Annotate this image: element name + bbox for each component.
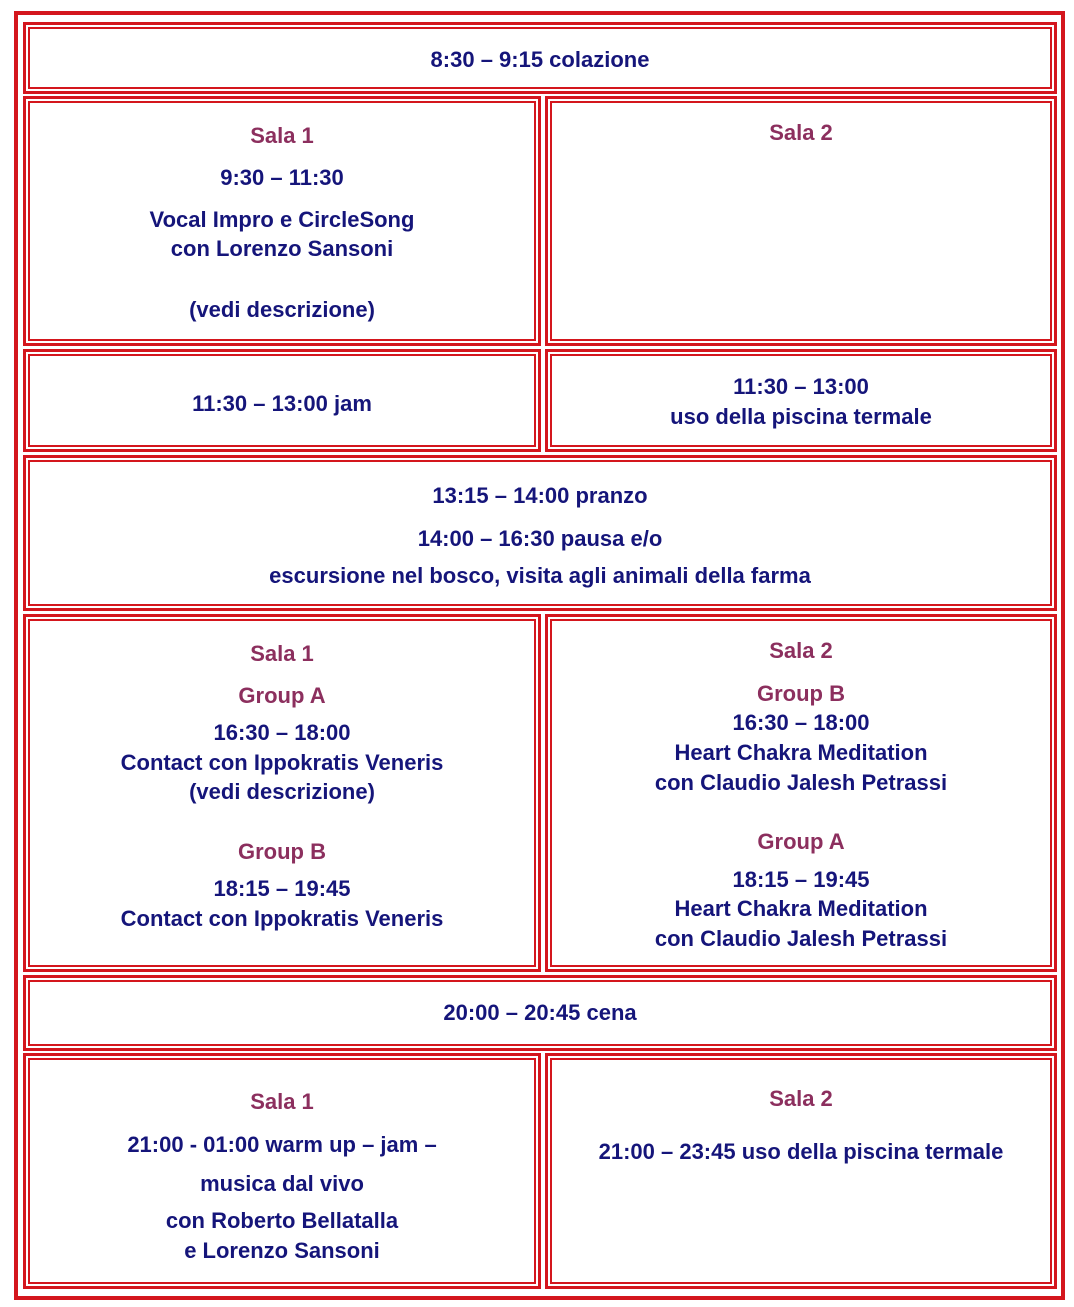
morning-sala1-cell (23, 96, 541, 346)
evening-sala1-cell (23, 1053, 541, 1289)
sala-label: Sala 2 (769, 120, 833, 145)
session-host: con Claudio Jalesh Petrassi (654, 926, 948, 951)
session-time: 16:30 – 18:00 (213, 720, 351, 745)
description-note: (vedi descrizione) (189, 297, 375, 322)
sala-label: Sala 1 (250, 1089, 314, 1114)
dinner-row (23, 975, 1057, 1051)
evening-line: 21:00 - 01:00 warm up – jam – (127, 1132, 437, 1157)
evening-line: e Lorenzo Sansoni (184, 1238, 380, 1263)
midday-row (23, 455, 1057, 611)
group-label: Group B (238, 839, 326, 864)
sala-label: Sala 2 (769, 638, 833, 663)
break-text: 14:00 – 16:30 pausa e/o (417, 526, 663, 551)
jam-text: 11:30 – 13:00 jam (192, 391, 372, 416)
pool-text: 21:00 – 23:45 uso della piscina termale (598, 1139, 1004, 1164)
evening-line: con Roberto Bellatalla (165, 1208, 399, 1233)
pool-cell (545, 349, 1057, 452)
evening-sala2-cell (545, 1053, 1057, 1289)
session-title: Heart Chakra Meditation (674, 896, 928, 921)
session-title: Contact con Ippokratis Veneris (120, 750, 444, 775)
session-time: 9:30 – 11:30 (220, 165, 344, 190)
group-label: Group B (757, 681, 845, 706)
session-host: con Claudio Jalesh Petrassi (654, 770, 948, 795)
description-note: (vedi descrizione) (189, 779, 375, 804)
pool-time: 11:30 – 13:00 (733, 374, 869, 399)
session-time: 16:30 – 18:00 (732, 710, 870, 735)
session-title: Contact con Ippokratis Veneris (120, 906, 444, 931)
dinner-text: 20:00 – 20:45 cena (443, 1000, 637, 1025)
breakfast-text: 8:30 – 9:15 colazione (430, 47, 650, 72)
session-time: 18:15 – 19:45 (732, 867, 870, 892)
session-time: 18:15 – 19:45 (213, 876, 351, 901)
session-host: con Lorenzo Sansoni (170, 236, 394, 261)
excursion-text: escursione nel bosco, visita agli animali della farma (269, 563, 811, 588)
sala-label: Sala 1 (250, 641, 314, 666)
group-label: Group A (757, 829, 845, 854)
afternoon-sala1-cell (23, 614, 541, 972)
evening-line: musica dal vivo (200, 1171, 364, 1196)
sala-label: Sala 2 (769, 1086, 833, 1111)
session-title: Heart Chakra Meditation (674, 740, 928, 765)
lunch-text: 13:15 – 14:00 pranzo (432, 483, 648, 508)
session-title: Vocal Impro e CircleSong (149, 207, 415, 232)
morning-sala2-cell (545, 96, 1057, 346)
group-label: Group A (238, 683, 326, 708)
pool-text: uso della piscina termale (670, 404, 932, 429)
jam-cell (23, 349, 541, 452)
afternoon-sala2-cell (545, 614, 1057, 972)
breakfast-row (23, 22, 1057, 94)
sala-label: Sala 1 (250, 123, 314, 148)
